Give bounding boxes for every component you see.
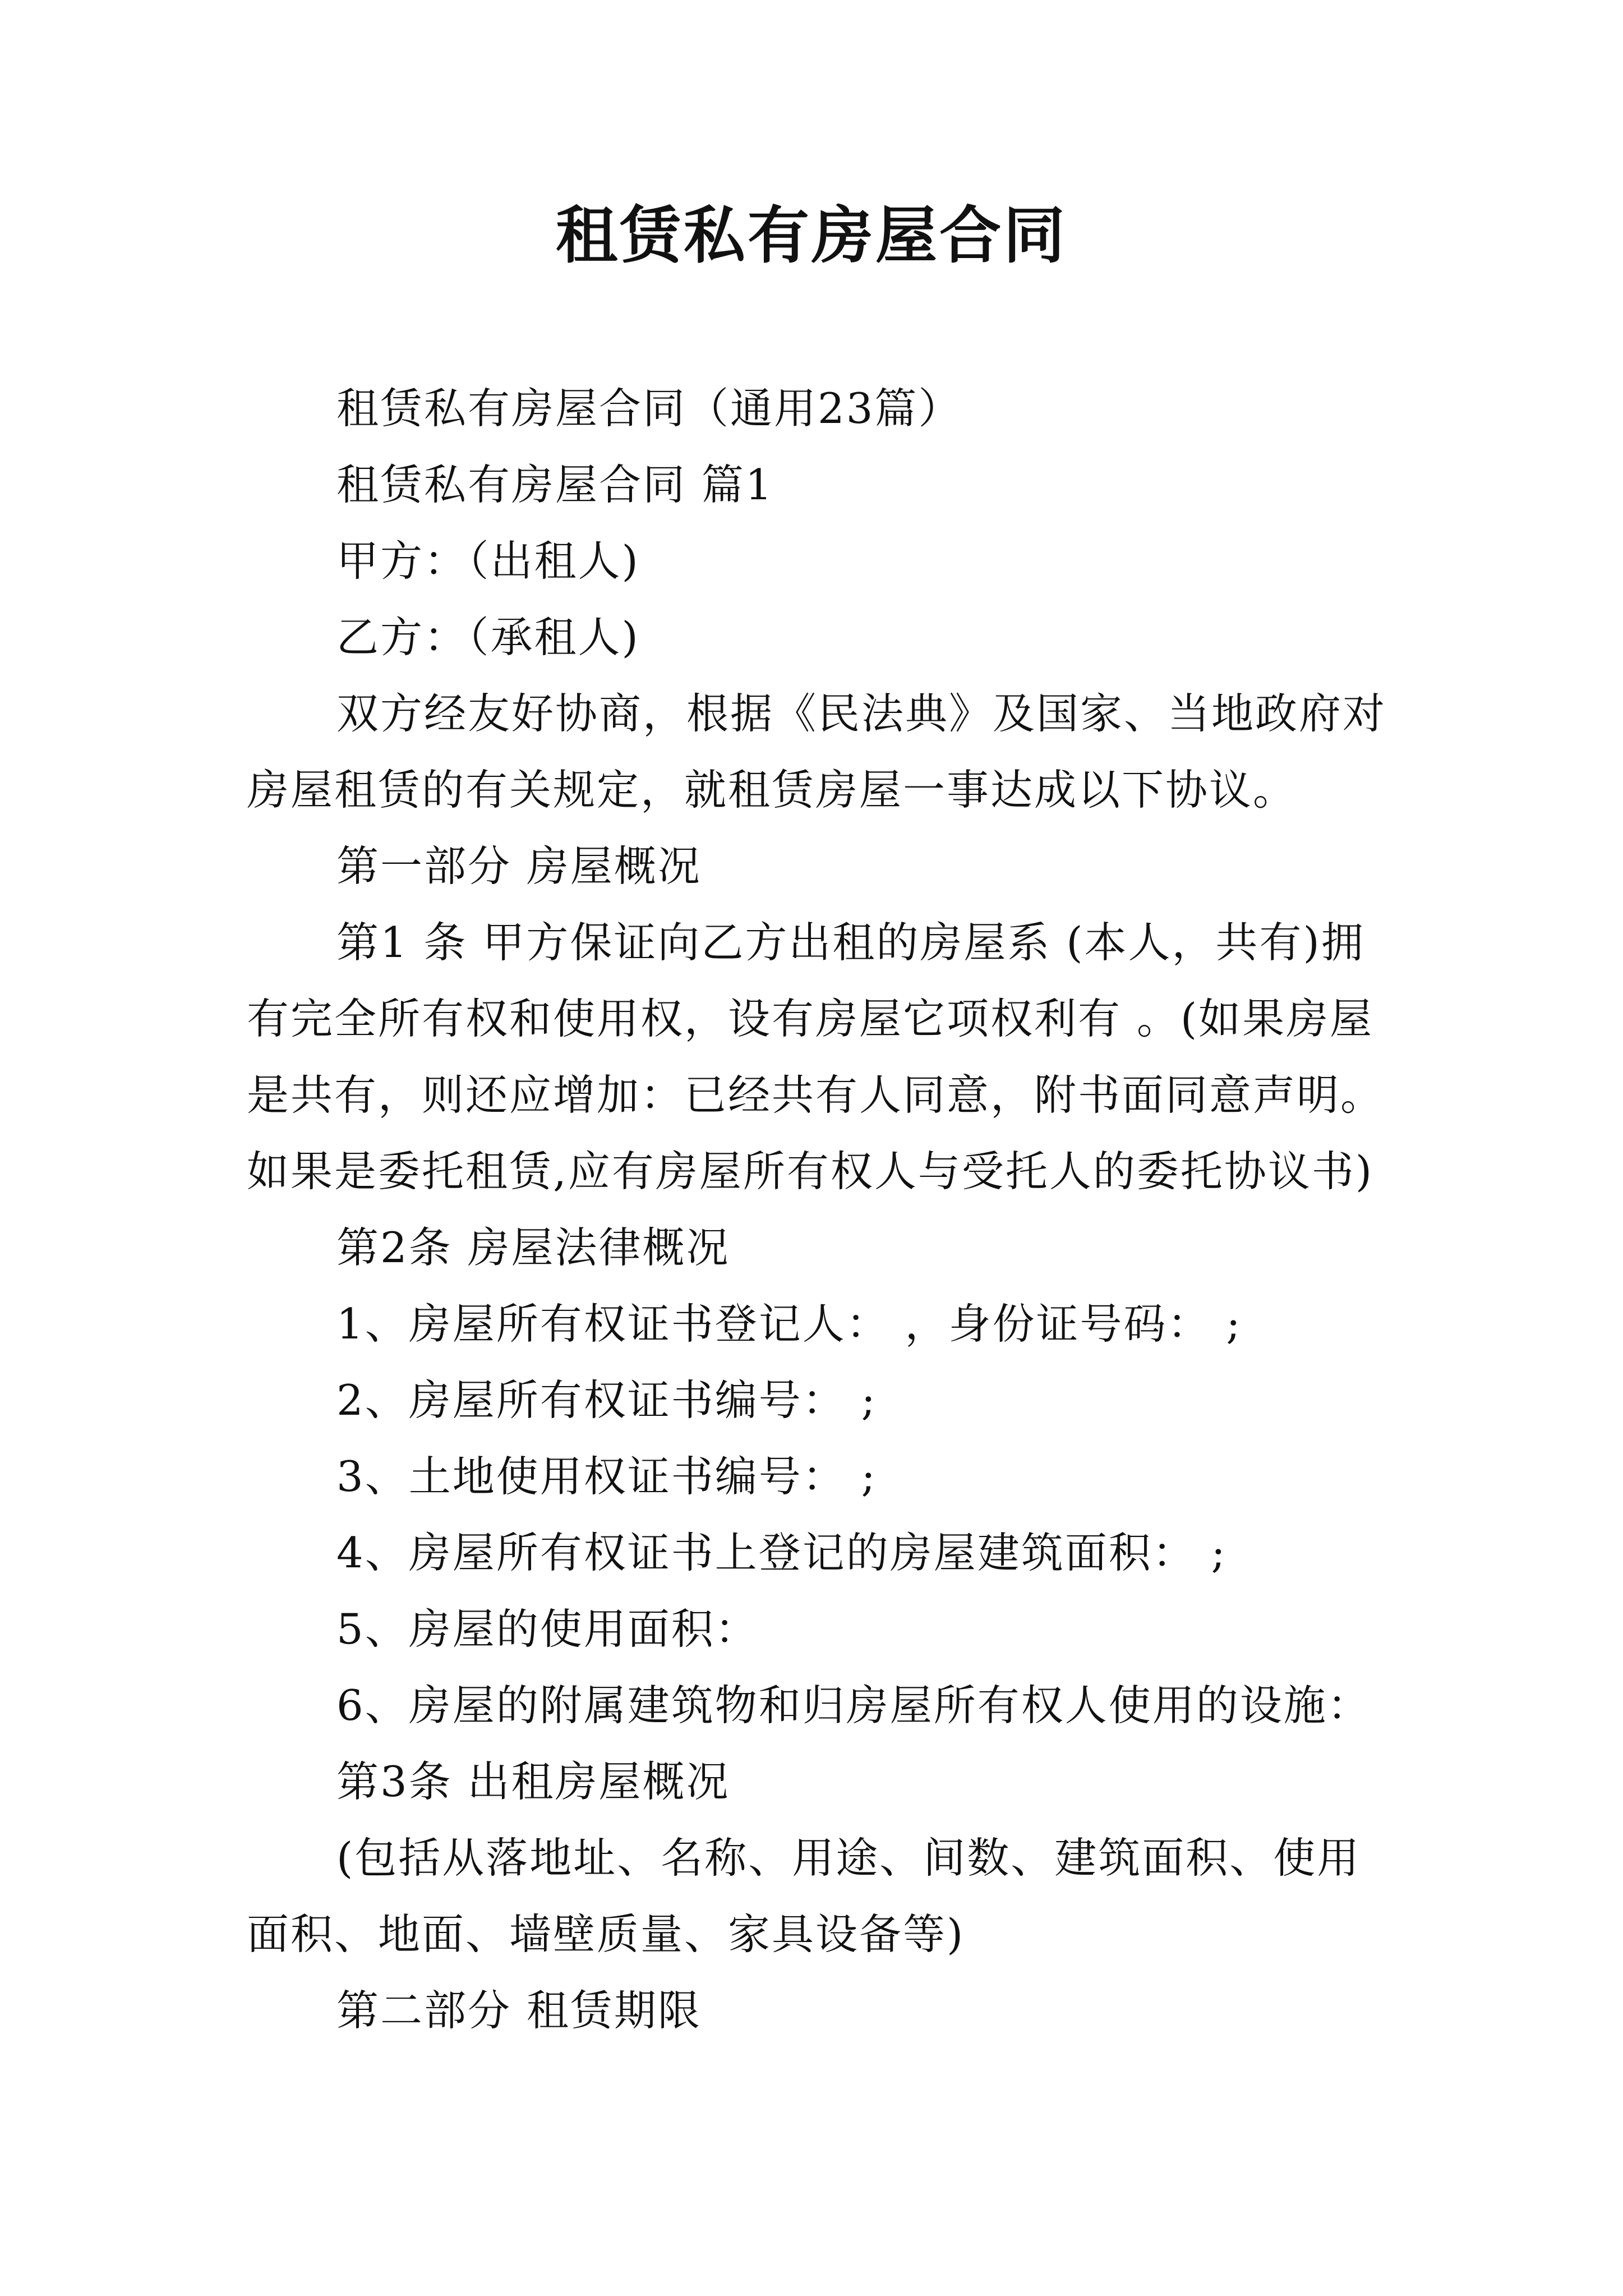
paragraph-article-3-heading: 第3条 出租房屋概况 xyxy=(336,1757,730,1806)
paragraph-item-2: 2、房屋所有权证书编号： ; xyxy=(336,1375,877,1425)
paragraph-item-4: 4、房屋所有权证书上登记的房屋建筑面积： ; xyxy=(336,1528,1227,1577)
paragraph-item-5: 5、房屋的使用面积： xyxy=(336,1604,759,1654)
paragraph-article-2-heading: 第2条 房屋法律概况 xyxy=(336,1223,730,1272)
paragraph-part-two-heading: 第二部分 租赁期限 xyxy=(336,1986,702,2035)
paragraph-item-1: 1、房屋所有权证书登记人： ，身份证号码： ; xyxy=(336,1299,1242,1349)
paragraph-item-6: 6、房屋的附属建筑物和归房屋所有权人使用的设施： xyxy=(336,1681,1371,1730)
document-title: 租赁私有房屋合同 xyxy=(556,199,1067,272)
paragraph-chapter-heading: 租赁私有房屋合同 篇1 xyxy=(336,460,774,509)
paragraph-preamble: 双方经友好协商，根据《民法典》及国家、当地政府对房屋租赁的有关规定，就租赁房屋一事达成以下协议。 xyxy=(247,689,1387,815)
paragraph-part-one-heading: 第一部分 房屋概况 xyxy=(336,841,702,891)
paragraph-article-1: 第1 条 甲方保证向乙方出租的房屋系 (本人，共有)拥有完全所有权和使用权，设有房屋它项权利有 。(如果房屋是共有，则还应增加：已经共有人同意，附书面同意声明。如果是委托租赁,应有房屋所有权人与受托人的委托协议书) xyxy=(247,918,1385,1196)
paragraph-item-3: 3、土地使用权证书编号： ; xyxy=(336,1452,877,1501)
paragraph-party-b: 乙方：（承租人) xyxy=(336,613,640,662)
paragraph-collection-title: 租赁私有房屋合同（通用23篇） xyxy=(336,384,962,433)
document-body xyxy=(247,370,1391,2049)
paragraph-article-3-detail: (包括从落地址、名称、用途、间数、建筑面积、使用面积、地面、墙壁质量、家具设备等) xyxy=(247,1833,1361,1959)
paragraph-party-a: 甲方：（出租人) xyxy=(336,536,640,586)
